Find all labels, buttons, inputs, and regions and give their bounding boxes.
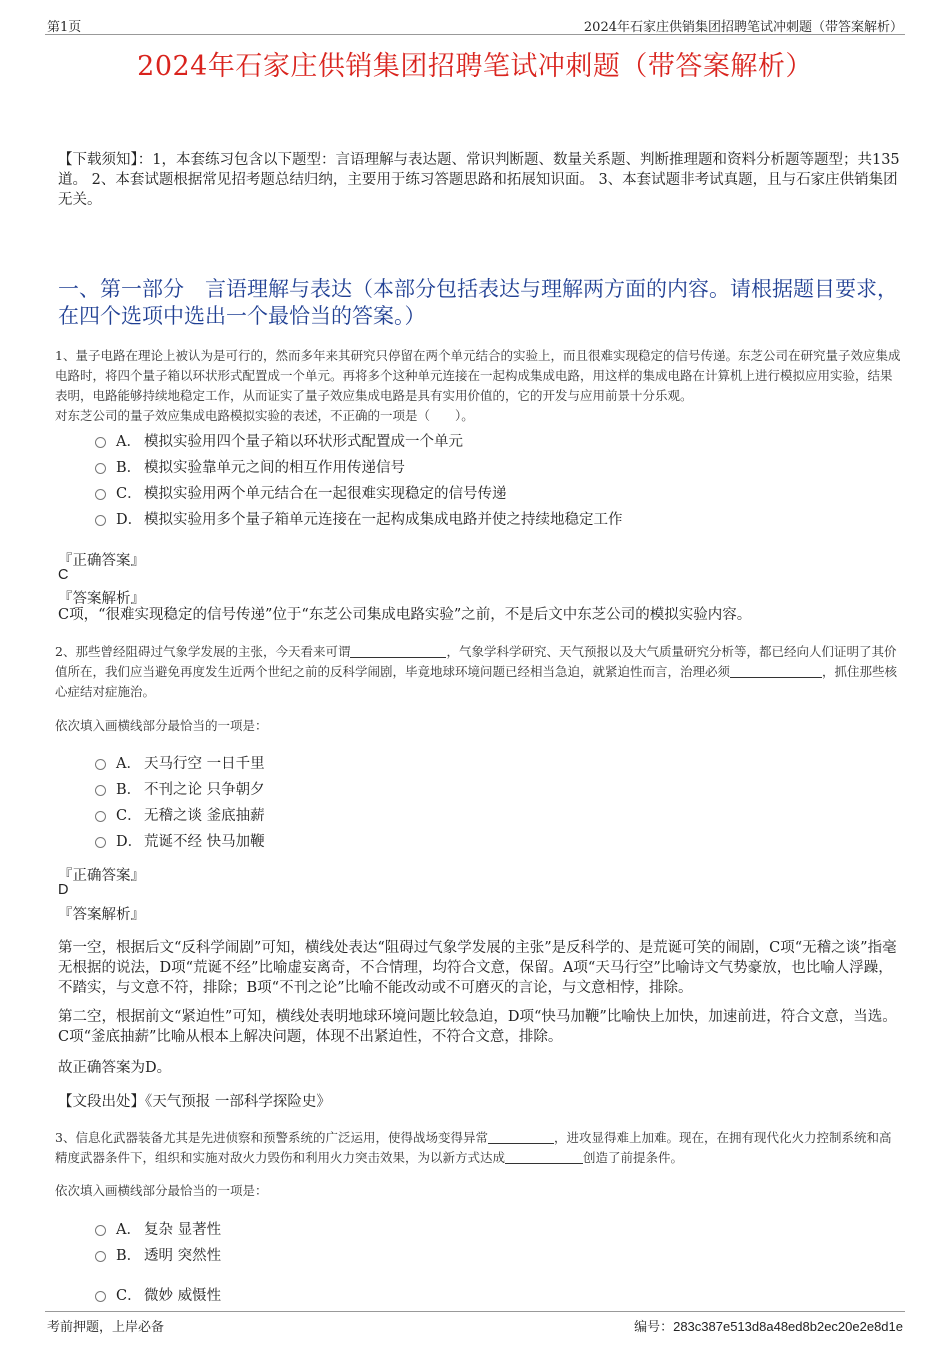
header-doc-title: 2024年石家庄供销集团招聘笔试冲刺题（带答案解析） bbox=[583, 20, 903, 35]
option-text: 复杂 显著性 bbox=[144, 1222, 222, 1238]
question-1-stem bbox=[55, 346, 903, 426]
q3-option-a[interactable] bbox=[95, 1218, 221, 1239]
footer-code-value: 283c387e513d8a48ed8b2ec20e2e8d1e bbox=[673, 1319, 903, 1334]
option-letter: B． bbox=[116, 782, 142, 798]
option-text: 荒诞不经 快马加鞭 bbox=[144, 834, 265, 850]
q2-analysis-1: 第一空，根据后文“反科学闹剧”可知，横线处表达“阻碍过气象学发展的主张”是反科学的、是荒诞可笑的闹剧，C项“无稽之谈”指毫无根据的说法，D项“荒诞不经”比喻虚妄离奇，不合情理，均符合文意，保留。A项“天马行空”比喻诗文气势豪放，也比喻人浮躁，不踏实，与文意不符，排除；B项“不刊之论”比喻不能改动或不可磨灭的言论，与文意相悖，排除。 bbox=[58, 940, 897, 996]
fill-blank-2[interactable] bbox=[505, 1149, 583, 1164]
option-text: 微妙 威慑性 bbox=[144, 1288, 222, 1304]
option-text: 透明 突然性 bbox=[144, 1248, 222, 1264]
q2-answer: D bbox=[58, 882, 69, 898]
footer-code bbox=[634, 1316, 903, 1335]
q1-answer: C bbox=[58, 567, 69, 583]
option-letter: C． bbox=[116, 1288, 142, 1304]
question-1-prompt: 对东芝公司的量子效应集成电路模拟实验的表述，不正确的一项是（ ）。 bbox=[55, 408, 474, 423]
q2-option-c[interactable] bbox=[95, 804, 265, 825]
page-footer bbox=[45, 1311, 905, 1335]
option-letter: A． bbox=[116, 1222, 141, 1238]
question-3-stem bbox=[55, 1128, 903, 1168]
radio-icon[interactable] bbox=[95, 463, 106, 474]
q1-analysis-label: 『答案解析』 bbox=[58, 591, 145, 607]
q3-prompt: 依次填入画横线部分最恰当的一项是： bbox=[55, 1183, 268, 1198]
footer-slogan: 考前押题，上岸必备 bbox=[47, 1320, 165, 1335]
q2-stem-part-c: ，抓住那些核心症结对症施治。 bbox=[55, 664, 898, 699]
fill-blank-1[interactable] bbox=[488, 1129, 554, 1144]
radio-icon[interactable] bbox=[95, 1225, 106, 1236]
q3-option-b[interactable] bbox=[95, 1244, 221, 1265]
section-title: 一、第一部分 言语理解与表达（本部分包括表达与理解两方面的内容。请根据题目要求，在四个选项中选出一个最恰当的答案。） bbox=[58, 277, 898, 328]
option-text: 模拟实验用多个量子箱单元连接在一起构成集成电路并使之持续地稳定工作 bbox=[144, 512, 623, 528]
option-letter: D． bbox=[116, 512, 143, 528]
q2-option-b[interactable] bbox=[95, 778, 265, 799]
radio-icon[interactable] bbox=[95, 759, 106, 770]
q1-option-d[interactable] bbox=[95, 508, 623, 529]
option-letter: B． bbox=[116, 1248, 142, 1264]
q3-stem-part-a: 3、信息化武器装备尤其是先进侦察和预警系统的广泛运用，使得战场变得异常 bbox=[55, 1130, 488, 1145]
q1-correct-label: 『正确答案』 bbox=[58, 553, 145, 569]
question-2-stem bbox=[55, 642, 903, 702]
q2-option-a[interactable] bbox=[95, 752, 265, 773]
option-letter: B． bbox=[116, 460, 142, 476]
q1-analysis: C项，“很难实现稳定的信号传递”位于“东芝公司集成电路实验”之前，不是后文中东芝公司的模拟实验内容。 bbox=[58, 607, 752, 623]
download-notice: 【下载须知】：1，本套练习包含以下题型：言语理解与表达题、常识判断题、数量关系题、判断推理题和资料分析题等题型；共135道。 2、本套试题根据常见招考题总结归纳，主要用于练习答题思路和拓展知识面。 3、本套试题非考试真题，且与石家庄供销集团无关。 bbox=[58, 152, 900, 208]
radio-icon[interactable] bbox=[95, 437, 106, 448]
option-letter: C． bbox=[116, 808, 142, 824]
option-text: 不刊之论 只争朝夕 bbox=[144, 782, 265, 798]
footer-code-label: 编号： bbox=[634, 1320, 674, 1335]
option-letter: A． bbox=[116, 756, 141, 772]
option-letter: D． bbox=[116, 834, 143, 850]
radio-icon[interactable] bbox=[95, 515, 106, 526]
radio-icon[interactable] bbox=[95, 1251, 106, 1262]
q2-stem-part-b: ，气象学科学研究、天气预报以及大气质量研究分析等，都已经向人们证明了其价值所在，我们应当避免再度发生近两个世纪之前的反科学闹剧，毕竟地球环境问题已经相当急迫，就紧迫性而言，治理必须 bbox=[55, 644, 897, 679]
option-text: 无稽之谈 釜底抽薪 bbox=[144, 808, 265, 824]
q3-stem-part-c: 创造了前提条件。 bbox=[583, 1150, 684, 1165]
option-text: 天马行空 一日千里 bbox=[144, 756, 265, 772]
q1-option-b[interactable] bbox=[95, 456, 405, 477]
q2-option-d[interactable] bbox=[95, 830, 265, 851]
option-text: 模拟实验靠单元之间的相互作用传递信号 bbox=[144, 460, 405, 476]
question-1-text: 1、量子电路在理论上被认为是可行的，然而多年来其研究只停留在两个单元结合的实验上，而且很难实现稳定的信号传递。东芝公司在研究量子效应集成电路时，将四个量子箱以环状形式配置成一个单元。再将多个这种单元连接在一起构成集成电路，用这样的集成电路在计算机上进行模拟应用实验，结果表明，电路能够持续地稳定工作，从而证实了量子效应集成电路是具有实用价值的，它的开发与应用前景十分乐观。 bbox=[55, 348, 901, 403]
q2-stem-part-a: 2、那些曾经阻碍过气象学发展的主张，今天看来可谓 bbox=[55, 644, 351, 659]
radio-icon[interactable] bbox=[95, 1291, 106, 1302]
q2-prompt: 依次填入画横线部分最恰当的一项是： bbox=[55, 718, 268, 733]
q2-analysis-2: 第二空，根据前文“紧迫性”可知，横线处表明地球环境问题比较急迫，D项“快马加鞭”比喻快上加快，加速前进，符合文意，当选。C项“釜底抽薪”比喻从根本上解决问题，体现不出紧迫性，不符合文意，排除。 bbox=[58, 1009, 897, 1045]
page-header bbox=[45, 14, 905, 35]
q2-analysis-label: 『答案解析』 bbox=[58, 907, 145, 923]
radio-icon[interactable] bbox=[95, 811, 106, 822]
q1-option-a[interactable] bbox=[95, 430, 463, 451]
q2-conclusion: 故正确答案为D。 bbox=[58, 1060, 172, 1076]
radio-icon[interactable] bbox=[95, 837, 106, 848]
document-title: 2024年石家庄供销集团招聘笔试冲刺题（带答案解析） bbox=[137, 51, 813, 82]
option-letter: A． bbox=[116, 434, 141, 450]
q1-option-c[interactable] bbox=[95, 482, 507, 503]
option-text: 模拟实验用两个单元结合在一起很难实现稳定的信号传递 bbox=[144, 486, 507, 502]
q3-stem-part-b: ，进攻显得难上加难。现在，在拥有现代化火力控制系统和高精度武器条件下，组织和实施对敌火力毁伤和利用火力突击效果，为以新方式达成 bbox=[55, 1130, 892, 1165]
q3-option-c[interactable] bbox=[95, 1284, 221, 1305]
fill-blank-1[interactable] bbox=[350, 643, 446, 658]
fill-blank-2[interactable] bbox=[730, 663, 822, 678]
radio-icon[interactable] bbox=[95, 489, 106, 500]
option-letter: C． bbox=[116, 486, 142, 502]
page-number: 第1页 bbox=[47, 20, 82, 35]
radio-icon[interactable] bbox=[95, 785, 106, 796]
option-text: 模拟实验用四个量子箱以环状形式配置成一个单元 bbox=[144, 434, 463, 450]
q2-correct-label: 『正确答案』 bbox=[58, 868, 145, 884]
q2-source: 【文段出处】《天气预报 一部科学探险史》 bbox=[58, 1094, 331, 1110]
